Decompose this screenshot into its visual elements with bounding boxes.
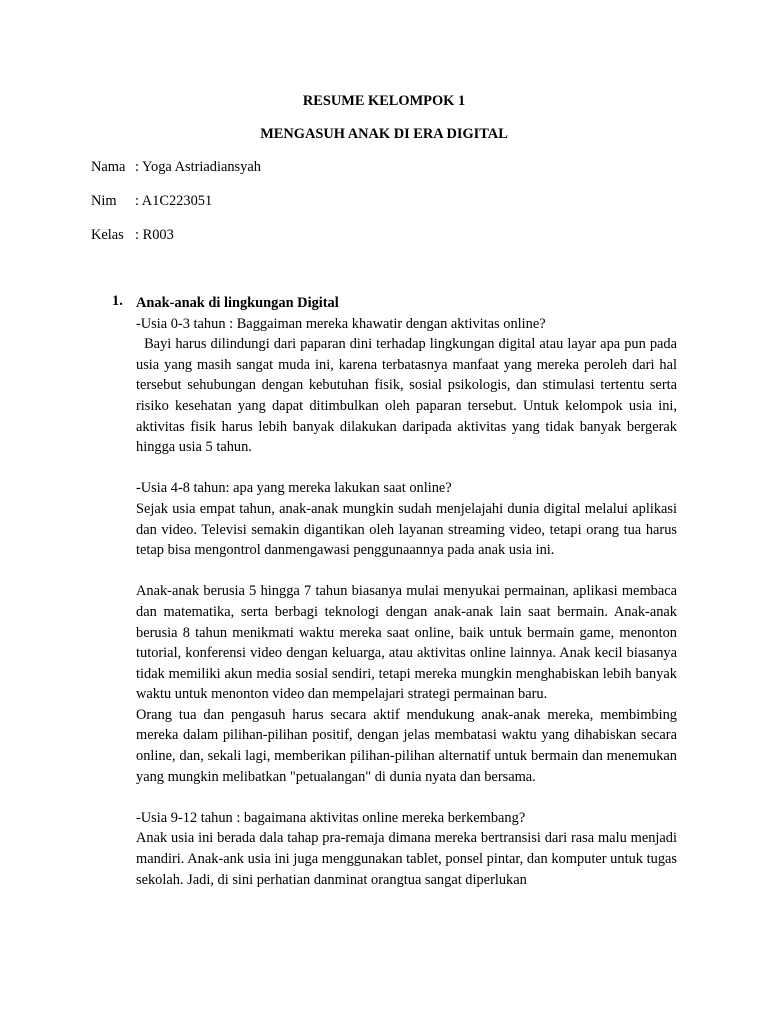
identity-value: : R003 xyxy=(135,227,174,243)
paragraph-parents: Orang tua dan pengasuh harus secara aktif mendukung anak-anak mereka, membimbing mereka dalam pilihan-pilihan positif, dengan jelas membatasi waktu yang dihabiskan secara online, dan, sekali lagi, memberikan pilihan-pilihan alternatif untuk bermain dan menemukan yang mungkin melibatkan "petualangan" di dunia nyata dan bersama. xyxy=(136,706,677,785)
document-subtitle: MENGASUH ANAK DI ERA DIGITAL xyxy=(260,126,508,142)
identity-row-nim xyxy=(91,193,212,210)
paragraph-age-9-12: Anak usia ini berada dala tahap pra-remaja dimana mereka bertransisi dari rasa malu menjadi mandiri. Anak-ank usia ini juga menggunakan tablet, ponsel pintar, dan komputer untuk tugas sekolah. Jadi, di sini perhatian danminat orangtua sangat diperlukan xyxy=(136,830,677,888)
identity-label: Kelas xyxy=(91,227,124,243)
section-heading: Anak-anak di lingkungan Digital xyxy=(136,295,339,311)
identity-label: Nama xyxy=(91,159,126,175)
paragraph-age-5-8: Anak-anak berusia 5 hingga 7 tahun biasanya mulai menyukai permainan, aplikasi membaca dan matematika, serta berbagi teknologi dengan anak-anak lain saat bermain. Anak-anak berusia 8 tahun menikmati waktu mereka saat online, baik untuk bermain game, menonton tutorial, konferensi video dengan keluarga, atau aktivitas online lainnya. Anak kecil biasanya tidak memiliki akun media sosial sendiri, tetapi mereka mungkin menghabiskan lebih banyak waktu untuk menonton video dan mempelajari strategi permainan baru. xyxy=(136,583,677,703)
section-number: 1. xyxy=(112,293,123,309)
question-age-9-12: -Usia 9-12 tahun : bagaimana aktivitas online mereka berkembang? xyxy=(136,809,526,826)
identity-row-kelas xyxy=(91,227,174,244)
paragraph-age-4-8: Sejak usia empat tahun, anak-anak mungkin sudah menjelajahi dunia digital melalui aplikasi dan video. Televisi semakin digantikan oleh layanan streaming video, tetapi orang tua harus tetap bisa mengontrol danmengawasi penggunaannya pada anak usia ini. xyxy=(136,500,677,559)
identity-value: : A1C223051 xyxy=(135,193,213,209)
question-age-0-3: -Usia 0-3 tahun : Baggaiman mereka khawatir dengan aktivitas online? xyxy=(136,315,546,332)
identity-label: Nim xyxy=(91,193,117,209)
paragraph-age-0-3: Bayi harus dilindungi dari paparan dini terhadap lingkungan digital atau layar apa pun pada usia yang masih sangat muda ini, karena terbatasnya manfaat yang mereka peroleh dari hal tersebut sehubungan dengan kebutuhan fisik, sosial psikologis, dan stimulasi tertentu serta risiko kesehatan yang dapat ditimbulkan oleh paparan tersebut. Untuk kelompok usia ini, aktivitas fisik harus lebih banyak dilakukan daripada aktivitas yang tidak banyak bergerak hingga usia 5 tahun. xyxy=(136,336,677,456)
document-title: RESUME KELOMPOK 1 xyxy=(302,93,466,109)
identity-row-nama xyxy=(91,159,261,176)
question-age-4-8: -Usia 4-8 tahun: apa yang mereka lakukan saat online? xyxy=(136,480,452,497)
identity-value: : Yoga Astriadiansyah xyxy=(135,159,261,175)
section-body xyxy=(136,293,677,890)
